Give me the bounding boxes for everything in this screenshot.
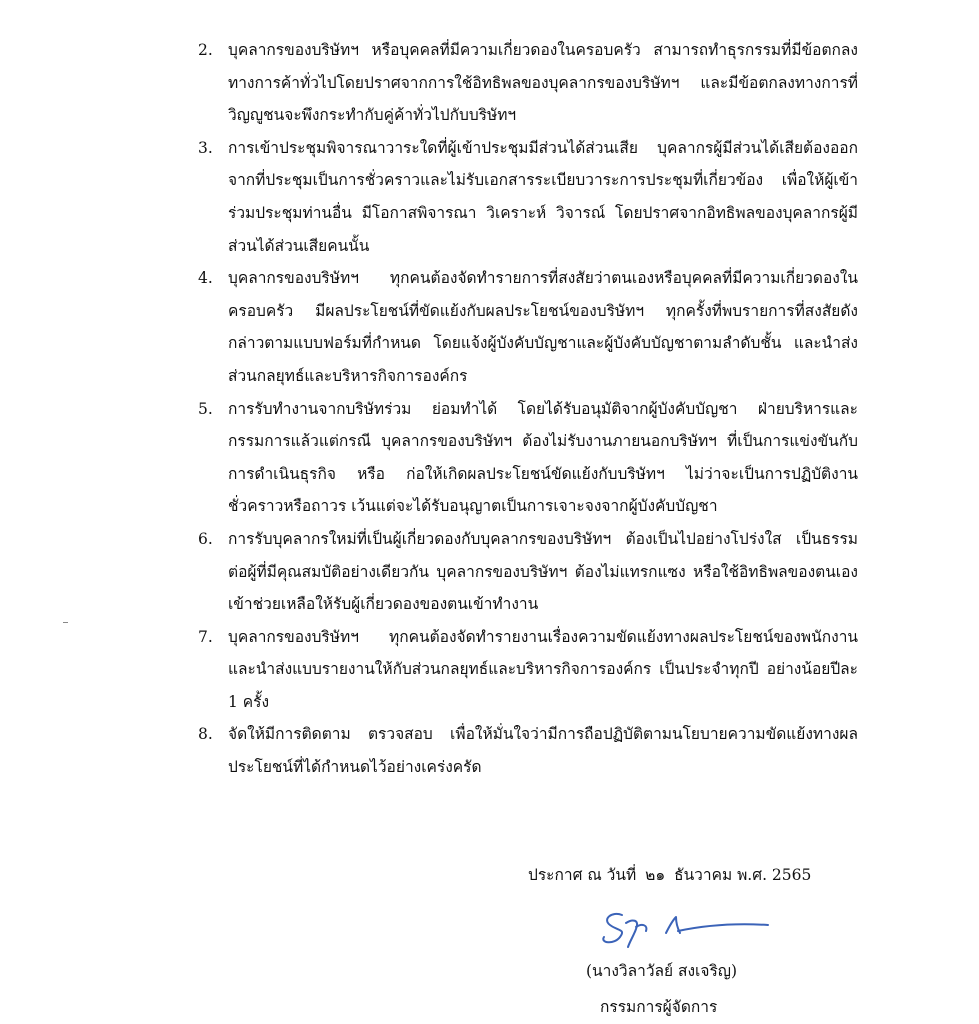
item-text: การรับทำงานจากบริษัทร่วม ย่อมทำได้ โดยได้รับอนุมัติจากผู้บังคับบัญชา ฝ่ายบริหารและกรรมการแล้วแต่กรณี บุคลากรของบริษัทฯ ต้องไม่รับงานภายนอกบริษัทฯ ที่เป็นการแข่งขันกับการดำเนินธุรกิจ หรือ ก่อให้เกิดผลประโยชน์ขัดแย้งกับบริษัทฯ ไม่ว่าจะเป็นการปฏิบัติงานชั่วคราวหรือถาวร เว้นแต่จะได้รับอนุญาตเป็นการเจาะจงจากผู้บังคับบัญชา: [228, 399, 858, 516]
item-number: 4.: [198, 269, 213, 288]
handwritten-signature: [596, 905, 776, 951]
signer-title: กรรมการผู้จัดการ: [600, 998, 718, 1016]
announcement-prefix: ประกาศ ณ วันที่: [528, 866, 637, 884]
announcement-month-year: ธันวาคม พ.ศ. 2565: [674, 866, 812, 884]
list-item: [198, 523, 858, 621]
signer-name: (นางวิลาวัลย์ สงเจริญ): [586, 962, 738, 980]
policy-list: [198, 34, 858, 784]
item-number: 5.: [198, 399, 213, 418]
announcement-day: ๒๑: [645, 866, 666, 884]
item-text: บุคลากรของบริษัทฯ ทุกคนต้องจัดทำรายงานเรื่องความขัดแย้งทางผลประโยชน์ของพนักงานและนำส่งแบบรายงานให้กับส่วนกลยุทธ์และบริหารกิจการองค์กร เป็นประจำทุกปี อย่างน้อยปีละ 1 ครั้ง: [228, 627, 858, 711]
item-number: 2.: [198, 41, 213, 59]
item-text: การรับบุคลากรใหม่ที่เป็นผู้เกี่ยวดองกับบุคลากรของบริษัทฯ ต้องเป็นไปอย่างโปร่งใส เป็นธรรมต่อผู้ที่มีคุณสมบัติอย่างเดียวกัน บุคลากรของบริษัทฯ ต้องไม่แทรกแซง หรือใช้อิทธิพลของตนเองเข้าช่วยเหลือให้รับผู้เกี่ยวดองของตนเข้าทำงาน: [228, 529, 858, 614]
list-item: [198, 621, 858, 719]
list-item: [198, 34, 858, 132]
item-text: บุคลากรของบริษัทฯ หรือบุคคลที่มีความเกี่ยวดองในครอบครัว สามารถทำธุรกรรมที่มีข้อตกลงทางการค้าทั่วไปโดยปราศจากการใช้อิทธิพลของบุคลากรของบริษัทฯ และมีข้อตกลงทางการที่วิญญูชนจะพึงกระทำกับคู่ค้าทั่วไปกับบริษัทฯ: [228, 41, 858, 125]
item-number: 6.: [198, 529, 213, 548]
item-number: 7.: [198, 627, 213, 646]
margin-mark: [63, 622, 68, 623]
item-text: จัดให้มีการติดตาม ตรวจสอบ เพื่อให้มั่นใจว่ามีการถือปฏิบัติตามนโยบายความขัดแย้งทางผลประโยชน์ที่ได้กำหนดไว้อย่างเคร่งครัด: [228, 725, 858, 777]
list-item: [198, 718, 858, 783]
item-text: การเข้าประชุมพิจารณาวาระใดที่ผู้เข้าประชุมมีส่วนได้ส่วนเสีย บุคลากรผู้มีส่วนได้เสียต้องออกจากที่ประชุมเป็นการชั่วคราวและไม่รับเอกสารระเบียบวาระการประชุมที่เกี่ยวข้อง เพื่อให้ผู้เข้าร่วมประชุมท่านอื่น มีโอกาสพิจารณา วิเคราะห์ วิจารณ์ โดยปราศจากอิทธิพลของบุคลากรผู้มีส่วนได้ส่วนเสียคนนั้น: [228, 138, 858, 255]
list-item: [198, 393, 858, 523]
item-number: 8.: [198, 725, 213, 744]
item-text: บุคลากรของบริษัทฯ ทุกคนต้องจัดทำรายการที่สงสัยว่าตนเองหรือบุคคลที่มีความเกี่ยวดองในครอบครัว มีผลประโยชน์ที่ขัดแย้งกับผลประโยชน์ของบริษัทฯ ทุกครั้งที่พบรายการที่สงสัยดังกล่าวตามแบบฟอร์มที่กำหนด โดยแจ้งผู้บังคับบัญชาและผู้บังคับบัญชาตามลำดับชั้น และนำส่งส่วนกลยุทธ์และบริหารกิจการองค์กร: [228, 269, 858, 385]
list-item: [198, 132, 858, 262]
item-number: 3.: [198, 138, 213, 157]
list-item: [198, 262, 858, 392]
announcement-line: [528, 862, 815, 887]
